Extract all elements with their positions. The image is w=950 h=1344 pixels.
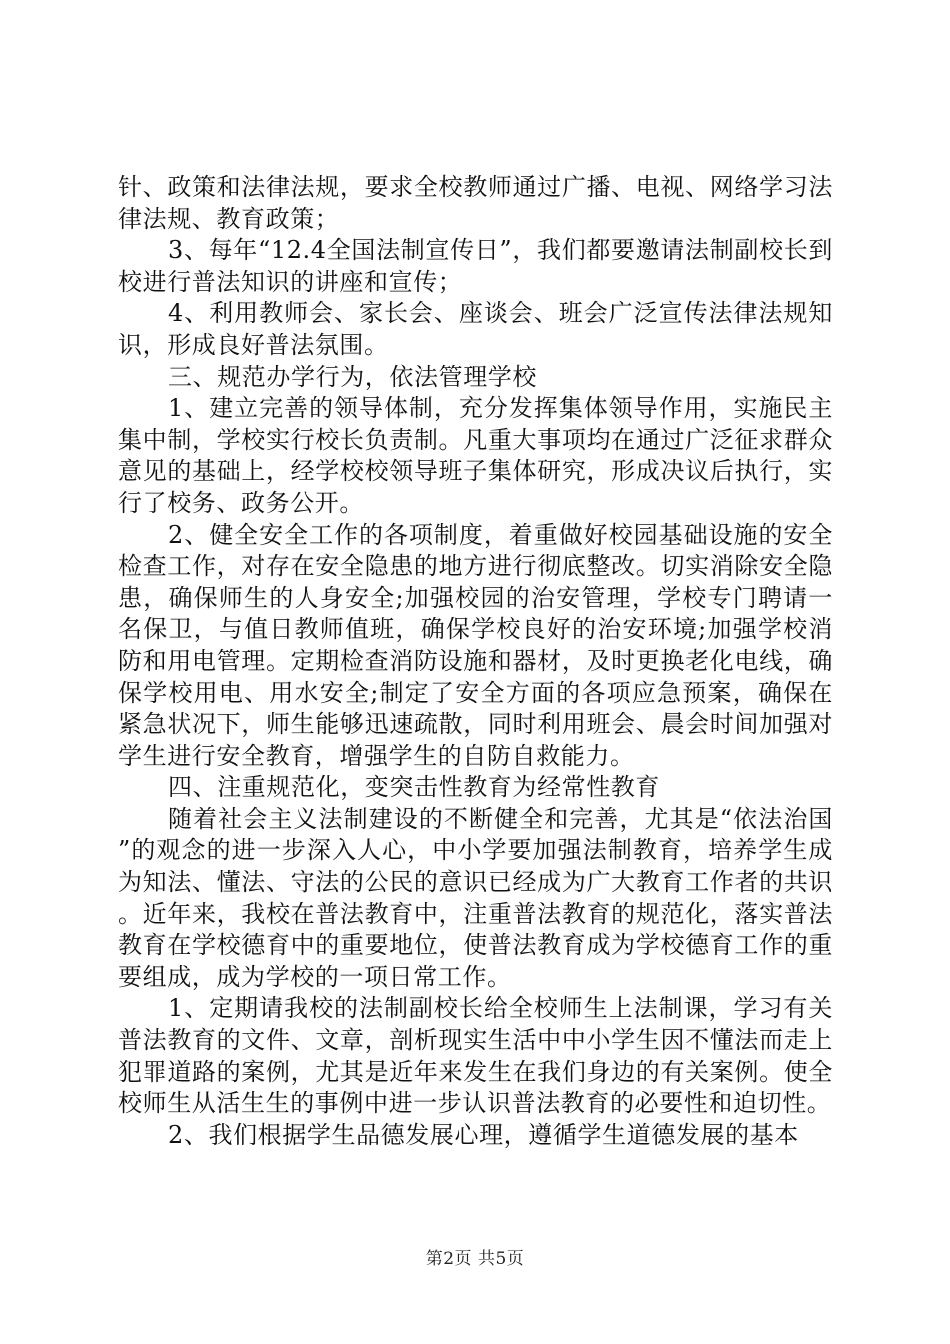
paragraph-9: 1、定期请我校的法制副校长给全校师生上法制课，学习有关普法教育的文件、文章，剖析现实生活中中小学生因不懂法而走上犯罪道路的案例，尤其是近年来发生在我们身边的有关案例。使全校师生从活生生的事例中进一步认识普法教育的必要性和迫切性。 [118, 994, 833, 1118]
paragraph-5: 1、建立完善的领导体制，充分发挥集体领导作用，实施民主集中制，学校实行校长负责制。凡重大事项均在通过广泛征求群众意见的基础上，经学校校领导班子集体研究，形成决议后执行，实行了校务、政务公开。 [118, 394, 833, 517]
paragraph-6: 2、健全安全工作的各项制度，着重做好校园基础设施的安全检查工作，对存在安全隐患的地方进行彻底整改。切实消除安全隐患，确保师生的人身安全;加强校园的治安管理，学校专门聘请一名保卫，与值日教师值班，确保学校良好的治安环境;加强学校消防和用电管理。定期检查消防设施和器材，及时更换老化电线，确保学校用电、用水安全;制定了安全方面的各项应急预案，确保在紧急状况下，师生能够迅速疏散，同时利用班会、晨会时间加强对学生进行安全教育，增强学生的自防自救能力。 [118, 520, 833, 770]
section-heading-4: 四、注重规范化，变突击性教育为经常性教育 [168, 773, 660, 802]
paragraph-1: 针、政策和法律法规，要求全校教师通过广播、电视、网络学习法律法规、教育政策； [118, 173, 833, 233]
document-body [118, 172, 833, 1151]
page-number-footer: 第2页 共5页 [425, 1249, 525, 1269]
paragraph-8: 随着社会主义法制建设的不断健全和完善，尤其是“依法治国”的观念的进一步深入人心，中小学要加强法制教育，培养学生成为知法、懂法、守法的公民的意识已经成为广大教育工作者的共识。近年来，我校在普法教育中，注重普法教育的规范化，落实普法教育在学校德育中的重要地位，使普法教育成为学校德育工作的重要组成，成为学校的一项日常工作。 [118, 804, 833, 991]
paragraph-10: 2、我们根据学生品德发展心理，遵循学生道德发展的基本 [168, 1120, 799, 1149]
paragraph-3: 4、利用教师会、家长会、座谈会、班会广泛宣传法律法规知识，形成良好普法氛围。 [118, 299, 833, 359]
section-heading-3: 三、规范办学行为，依法管理学校 [168, 362, 537, 391]
paragraph-2: 3、每年“12.4全国法制宣传日”，我们都要邀请法制副校长到校进行普法知识的讲座和宣传； [118, 236, 833, 296]
